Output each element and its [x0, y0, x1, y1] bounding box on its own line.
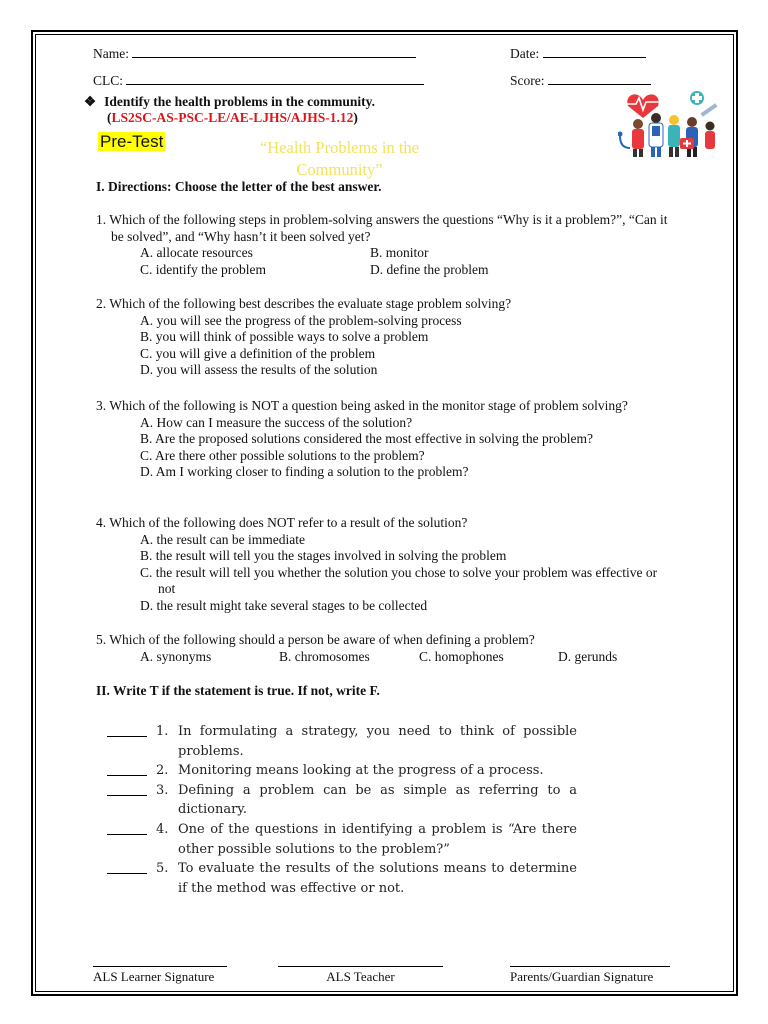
option-c[interactable]: C. homophones [419, 648, 504, 664]
score-label: Score: [510, 73, 545, 88]
part1-directions: I. Directions: Choose the letter of the best answer. [96, 179, 382, 194]
name-blank[interactable] [132, 47, 416, 58]
objective-line [84, 94, 375, 110]
answer-blank[interactable] [107, 722, 147, 737]
question-4 [96, 515, 676, 614]
true-false-list [107, 722, 577, 898]
objective-text: Identify the health problems in the community. [104, 94, 375, 109]
option-a[interactable]: A. synonyms [140, 648, 212, 664]
option-b[interactable]: B. chromosomes [279, 648, 370, 664]
tf-statement: One of the questions in identifying a problem is “Are there other possible solutions to the problem?” [178, 821, 577, 857]
part2-directions: II. Write T if the statement is true. If not, write F. [96, 683, 380, 698]
option-d[interactable]: D. define the problem [370, 261, 489, 277]
option-b[interactable]: B. Are the proposed solutions considered the most effective in solving the problem? [140, 431, 594, 446]
name-label: Name: [93, 46, 129, 61]
score-blank[interactable] [548, 74, 651, 85]
learner-signature[interactable]: ALS Learner Signature [93, 966, 227, 985]
tf-statement: Monitoring means looking at the progress of a process. [178, 763, 544, 779]
competency-code: LS2SC-AS-PSC-LE/AE-LJHS/AJHS-1.12 [111, 110, 354, 125]
question-stem: 1. Which of the following steps in problem-solving answers the questions “Why is it a problem?”, “Can it be solved”, and “Why hasn’t it been solved yet? [96, 212, 668, 244]
option-a[interactable]: A. allocate resources [140, 245, 253, 260]
option-c[interactable]: C. Are there other possible solutions to the problem? [140, 447, 425, 463]
date-blank[interactable] [543, 47, 646, 58]
option-b[interactable]: B. monitor [370, 245, 429, 260]
option-d[interactable]: D. gerunds [558, 648, 618, 664]
date-field[interactable] [510, 46, 646, 62]
answer-blank[interactable] [107, 859, 147, 874]
question-stem: 4. Which of the following does NOT refer to a result of the solution? [96, 515, 468, 530]
tf-item-3: 3. Defining a problem can be as simple as referring to a dictionary. [107, 781, 577, 820]
option-d[interactable]: D. Am I working closer to finding a solution to the problem? [140, 464, 469, 479]
answer-blank[interactable] [107, 781, 147, 796]
question-stem: 2. Which of the following best describes the evaluate stage problem solving? [96, 296, 512, 311]
option-c[interactable]: C. you will give a definition of the problem [140, 345, 376, 361]
pretest-label: Pre-Test [100, 132, 164, 151]
competency-code-line: (LS2SC-AS-PSC-LE/AE-LJHS/AJHS-1.12) [107, 110, 358, 125]
option-c[interactable]: C. identify the problem [140, 261, 266, 277]
answer-blank[interactable] [107, 820, 147, 835]
diamond-bullet-icon: ❖ [84, 94, 97, 109]
tf-statement: Defining a problem can be as simple as referring to a dictionary. [178, 782, 577, 818]
tf-item-2: 2. Monitoring means looking at the progress of a process. [107, 761, 577, 781]
option-a[interactable]: A. you will see the progress of the problem-solving process [140, 312, 462, 328]
question-stem: 3. Which of the following is NOT a question being asked in the monitor stage of problem solving? [96, 398, 628, 413]
tf-statement: To evaluate the results of the solutions means to determine if the method was effective or not. [178, 861, 577, 896]
question-5 [96, 632, 676, 665]
tf-item-1: 1. In formulating a strategy, you need to think of possible problems. [107, 722, 577, 761]
answer-blank[interactable] [107, 761, 147, 776]
question-3 [96, 398, 676, 481]
name-field[interactable] [93, 46, 416, 62]
clc-label: CLC: [93, 73, 124, 88]
option-a[interactable]: A. the result can be immediate [140, 531, 305, 547]
health-workers-icon [618, 86, 722, 158]
option-b[interactable]: B. the result will tell you the stages involved in solving the problem [140, 548, 507, 563]
question-2 [96, 296, 676, 379]
option-d[interactable]: D. you will assess the results of the solution [140, 362, 378, 377]
theme-title: “Health Problems in the Community” [259, 138, 419, 179]
option-b[interactable]: B. you will think of possible ways to solve a problem [140, 329, 429, 344]
option-a[interactable]: A. How can I measure the success of the solution? [140, 414, 413, 430]
tf-item-4: 4. One of the questions in identifying a problem is “Are there other possible solutions to the problem?” [107, 820, 577, 859]
option-d[interactable]: D. the result might take several stages to be collected [140, 597, 428, 613]
tf-statement: In formulating a strategy, you need to think of possible problems. [178, 724, 577, 759]
teacher-signature[interactable]: ALS Teacher [278, 966, 443, 985]
option-c[interactable]: C. the result will tell you whether the solution you chose to solve your problem was effective or not [140, 564, 658, 596]
tf-item-5: 5. To evaluate the results of the solutions means to determine if the method was effective or not. [107, 859, 577, 898]
clc-field[interactable] [93, 73, 424, 89]
clc-blank[interactable] [126, 74, 424, 85]
question-stem: 5. Which of the following should a person be aware of when defining a problem? [96, 632, 535, 647]
health-workers-illustration [618, 86, 722, 158]
question-1 [96, 212, 676, 278]
parent-signature[interactable]: Parents/Guardian Signature [510, 966, 670, 985]
date-label: Date: [510, 46, 540, 61]
